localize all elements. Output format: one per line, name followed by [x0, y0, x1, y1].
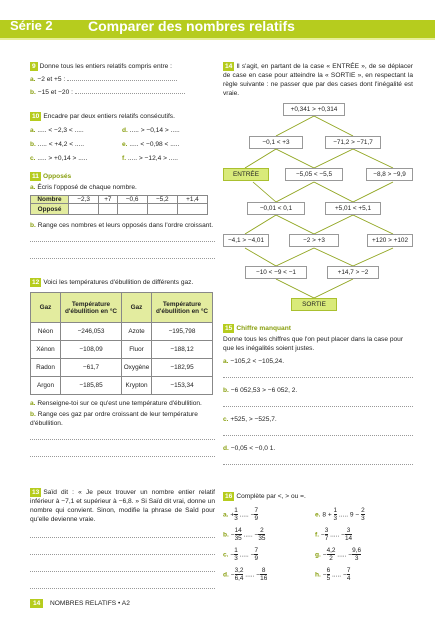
answer-line[interactable] [30, 233, 215, 242]
maze-node[interactable]: −8,8 > −9,9 [366, 168, 413, 181]
exercise-15: 15 Chiffre manquant Donne tous les chiffres que l'on peut placer dans la case pour que les inégalités soient justes. a. −105,2 < −105,24. b. −6 052,53 > −6 052, 2. c. +525, > −525,7. d. −0,05 < −0,0 1. [223, 324, 413, 465]
answer-line[interactable] [223, 369, 413, 378]
answer-line[interactable] [30, 250, 215, 259]
answer-line[interactable] [30, 563, 215, 572]
page-footer [0, 592, 435, 619]
answer-line[interactable] [30, 448, 215, 457]
maze-node[interactable]: −71,2 > −71,7 [325, 136, 381, 149]
page-number: 14 [30, 599, 43, 608]
maze-node[interactable]: −0,1 < +3 [249, 136, 303, 149]
maze-node[interactable]: +120 > +102 [367, 234, 413, 247]
exercise-text: Saïd dit : « Je peux trouver un nombre entier relatif inférieur à −7,1 et supérieur à −6,8. » Si Saïd dit vrai, donne un nombre qui convient. Sinon, modifie la phrase de Saïd pour qu'elle devienne vraie. [30, 489, 215, 523]
answer-line[interactable] [30, 529, 215, 538]
footer-text: NOMBRES RELATIFS • A2 [50, 600, 130, 607]
answer-line[interactable] [223, 398, 413, 407]
item-b: Range ces gaz par ordre croissant de leur température d'ébullition. [30, 411, 198, 427]
maze-node[interactable]: −5,05 < −5,5 [285, 168, 343, 181]
maze-node[interactable]: +14,7 > −2 [327, 266, 379, 279]
item-a: Renseigne-toi sur ce qu'est une température d'ébullition. [37, 400, 202, 407]
answer-line[interactable] [223, 427, 413, 436]
exercise-title: Chiffre manquant [236, 325, 291, 332]
list-item[interactable]: b. ..... < +4,2 < ..... [30, 141, 85, 148]
exercise-14 [223, 62, 413, 98]
exercise-text: Complète par <, > ou =. [236, 493, 306, 500]
exercise-number: 9 [32, 63, 36, 70]
exercise-10 [30, 112, 215, 162]
boiling-table: Gaz Température d'ébullition en °C Gaz Température d'ébullition en °C Néon −246,053 Azote −195,798 Xénon −108,09 Fluor −188,12 Radon −61,7 Oxygène −182,95 Argon −185,85 Krypton −153,34 [30, 292, 213, 395]
item-b: −6 052,53 > −6 052, 2. [230, 387, 298, 394]
series-label: Série 2 [10, 18, 53, 33]
exercise-number: 10 [32, 113, 40, 120]
answer-line[interactable] [75, 93, 185, 94]
item-a: −2 et +5 : [37, 76, 66, 83]
list-item[interactable]: a. + $\frac{1}{3}$ ..... − $\frac{7}{9}$ [223, 507, 259, 522]
list-item[interactable]: d. − $\frac{3,2}{6,4}$ ..... − $\frac{8}{16}$ [223, 567, 268, 582]
exercise-number: 11 [32, 173, 39, 180]
maze-node[interactable]: −0,01 < 0,1 [247, 202, 305, 215]
compare-grid [223, 507, 413, 582]
answer-line[interactable] [30, 580, 215, 589]
bracket-grid [30, 127, 215, 162]
exercise-text: Donne tous les entiers relatifs compris entre : [39, 63, 172, 70]
list-item[interactable]: c. − $\frac{1}{3}$ ..... − $\frac{7}{9}$ [223, 547, 259, 562]
maze-entry[interactable]: ENTRÉE [223, 168, 269, 181]
exercise-number: 14 [225, 63, 233, 70]
list-item[interactable]: e. ..... < −0,98 < ..... [122, 141, 180, 148]
exercise-title: Opposés [42, 173, 72, 180]
exercise-9: 9 Donne tous les entiers relatifs compris entre : a. −2 et +5 : b. −15 et −20 : [30, 62, 215, 97]
opposites-table: Nombre −2,3 +7 −0,6 −5,2 +1,4 Opposé [30, 195, 208, 215]
list-item[interactable]: h. − $\frac{6}{5}$ ..... − $\frac{7}{4}$ [315, 567, 351, 582]
exercise-text: Il s'agit, en partant de la case « ENTRÉE », de se déplacer de case en case pour atteindre la « SORTIE », en respectant la règle suivante : ne passer que par des cases dont l'inégalité est vraie. [223, 63, 413, 97]
item-b: Range ces nombres et leurs opposés dans l'ordre croissant. [37, 222, 214, 229]
maze-node[interactable]: −2 > +3 [289, 234, 339, 247]
exercise-text: Voici les températures d'ébullition de différents gaz. [43, 279, 194, 286]
exercise-text: Encadre par deux entiers relatifs consécutifs. [43, 113, 175, 120]
item-b: −15 et −20 : [37, 89, 73, 96]
maze-node[interactable]: +0,341 > +0,314 [283, 103, 345, 116]
maze-diagram [223, 100, 413, 315]
maze-node[interactable]: −4,1 > −4,01 [223, 234, 269, 247]
answer-line[interactable] [30, 431, 215, 440]
item-d: −0,05 < −0,0 1. [230, 445, 276, 452]
list-item[interactable]: e. 8 + $\frac{1}{3}$ ..... 9 − $\frac{2}{3}$ [315, 507, 365, 522]
exercise-12: 12 Voici les températures d'ébullition de différents gaz. Gaz Température d'ébullition en °C Gaz Température d'ébullition en °C Néon −246,053 Azote −195,798 Xénon −108,09 Fluor −188,12 Radon −61,7 Oxygène −182,95 Argon −185,85 Krypton −153,34 a. Renseigne-toi sur ce qu'est une température d'ébullition. b. Range ces gaz par ordre croissant de leur température d'ébullition. [30, 278, 215, 457]
page-header [0, 0, 435, 48]
exercise-11: 11 Opposés a. Écris l'opposé de chaque nombre. Nombre −2,3 +7 −0,6 −5,2 +1,4 Opposé b. Range ces nombres et leurs opposés dans l'ordre croissant. [30, 172, 215, 259]
exercise-number: 15 [225, 325, 233, 332]
answer-line[interactable] [67, 80, 177, 81]
item-a: −105,2 < −105,24. [230, 358, 285, 365]
exercise-text: Donne tous les chiffres que l'on peut placer dans la case pour que les inégalités soient justes. [223, 336, 404, 352]
list-item[interactable]: d. ..... > −0,14 > ..... [122, 127, 180, 134]
answer-line[interactable] [30, 546, 215, 555]
exercise-16 [223, 492, 413, 582]
answer-line[interactable] [223, 456, 413, 465]
exercise-number: 13 [32, 489, 40, 496]
item-a: Écris l'opposé de chaque nombre. [37, 184, 137, 191]
maze-exit[interactable]: SORTIE [291, 298, 337, 311]
list-item[interactable]: a. ..... < −2,3 < ..... [30, 127, 84, 134]
maze-node[interactable]: −10 < −9 < −1 [245, 266, 307, 279]
page-title: Comparer des nombres relatifs [88, 18, 295, 34]
exercise-number: 16 [225, 493, 233, 500]
list-item[interactable]: c. ..... > +0,14 > ..... [30, 155, 88, 162]
maze-node[interactable]: +5,01 < +5,1 [325, 202, 381, 215]
exercise-13 [30, 488, 215, 589]
list-item[interactable]: f. − $\frac{3}{7}$ ..... − $\frac{3}{14}$ [315, 527, 353, 542]
header-rule [0, 38, 435, 40]
item-c: +525, > −525,7. [230, 416, 277, 423]
list-item[interactable]: b. − $\frac{14}{35}$ ..... − $\frac{2}{35}$ [223, 527, 266, 542]
list-item[interactable]: f. ..... > −12,4 > ..... [122, 155, 178, 162]
exercise-number: 12 [32, 279, 40, 286]
list-item[interactable]: g. − $\frac{4,2}{2}$ ..... − $\frac{9,6}{3}$ [315, 547, 362, 562]
